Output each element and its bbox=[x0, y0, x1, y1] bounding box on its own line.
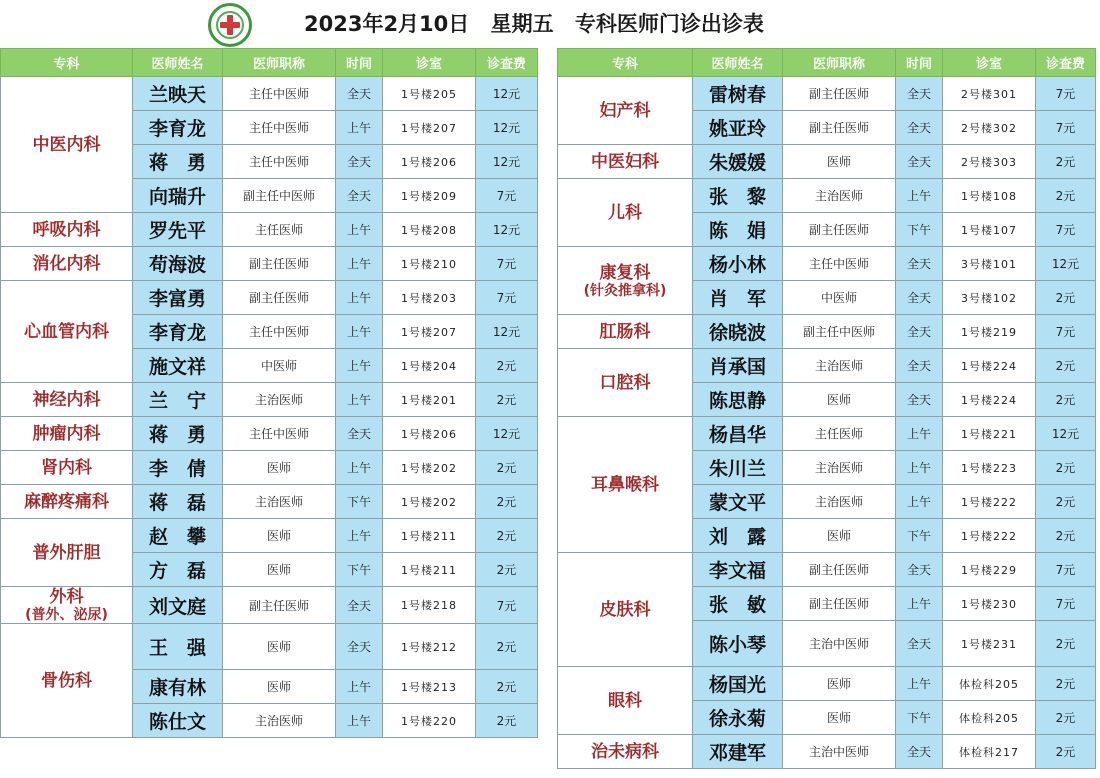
clinic-room: 2号楼303 bbox=[943, 145, 1036, 179]
clinic-room: 体检科205 bbox=[943, 667, 1036, 701]
doctor-name: 刘 露 bbox=[693, 519, 783, 553]
doctor-name: 陈仕文 bbox=[133, 704, 223, 738]
consultation-fee: 2元 bbox=[1036, 485, 1096, 519]
department-cell bbox=[558, 315, 693, 349]
consultation-fee: 7元 bbox=[1036, 213, 1096, 247]
col-header-doctor: 医师姓名 bbox=[133, 49, 223, 77]
clinic-room: 1号楼223 bbox=[943, 451, 1036, 485]
consultation-fee: 2元 bbox=[476, 670, 538, 704]
doctor-title: 主任中医师 bbox=[223, 145, 336, 179]
department-name: 康复科 bbox=[599, 262, 651, 283]
table-row bbox=[1, 281, 538, 315]
clinic-room: 1号楼201 bbox=[383, 383, 476, 417]
clinic-room: 1号楼207 bbox=[383, 111, 476, 145]
clinic-time: 全天 bbox=[896, 383, 943, 417]
clinic-room: 1号楼231 bbox=[943, 621, 1036, 667]
col-header-title: 医师职称 bbox=[223, 49, 336, 77]
clinic-room: 1号楼107 bbox=[943, 213, 1036, 247]
department-name: 呼吸内科 bbox=[32, 219, 101, 240]
clinic-time: 上午 bbox=[336, 383, 383, 417]
doctor-name: 徐晓波 bbox=[693, 315, 783, 349]
doctor-name: 姚亚玲 bbox=[693, 111, 783, 145]
table-row bbox=[558, 145, 1096, 179]
col-header-time: 时间 bbox=[896, 49, 943, 77]
doctor-title: 主治医师 bbox=[783, 485, 896, 519]
clinic-room: 1号楼224 bbox=[943, 383, 1036, 417]
department-name: 肿瘤内科 bbox=[32, 423, 101, 444]
consultation-fee: 2元 bbox=[476, 485, 538, 519]
consultation-fee: 7元 bbox=[1036, 77, 1096, 111]
clinic-room: 1号楼222 bbox=[943, 485, 1036, 519]
doctor-title: 医师 bbox=[783, 701, 896, 735]
clinic-time: 上午 bbox=[896, 587, 943, 621]
clinic-time: 下午 bbox=[896, 519, 943, 553]
clinic-time: 全天 bbox=[896, 553, 943, 587]
doctor-name: 陈思静 bbox=[693, 383, 783, 417]
table-row bbox=[1, 587, 538, 624]
department-name: 普外肝胆 bbox=[32, 542, 101, 563]
department-cell bbox=[558, 553, 693, 667]
department-name: 麻醉疼痛科 bbox=[24, 491, 109, 512]
doctor-title: 主治医师 bbox=[223, 383, 336, 417]
department-cell bbox=[1, 587, 133, 624]
doctor-name: 向瑞升 bbox=[133, 179, 223, 213]
clinic-room: 1号楼207 bbox=[383, 315, 476, 349]
clinic-time: 下午 bbox=[336, 553, 383, 587]
department-cell bbox=[558, 179, 693, 247]
clinic-time: 全天 bbox=[896, 111, 943, 145]
department-name: 肛肠科 bbox=[599, 321, 651, 342]
clinic-room: 1号楼206 bbox=[383, 417, 476, 451]
department-cell bbox=[1, 281, 133, 383]
schedule-date: 2023年2月10日 bbox=[304, 12, 470, 36]
col-header-fee: 诊查费 bbox=[1036, 49, 1096, 77]
clinic-room: 1号楼108 bbox=[943, 179, 1036, 213]
clinic-time: 全天 bbox=[896, 145, 943, 179]
department-cell bbox=[558, 417, 693, 553]
doctor-name: 苟海波 bbox=[133, 247, 223, 281]
doctor-name: 兰 宁 bbox=[133, 383, 223, 417]
col-header-room: 诊室 bbox=[383, 49, 476, 77]
department-name: 耳鼻喉科 bbox=[591, 474, 659, 495]
clinic-time: 上午 bbox=[896, 179, 943, 213]
doctor-title: 主治医师 bbox=[783, 451, 896, 485]
clinic-time: 全天 bbox=[336, 587, 383, 624]
department-name: 消化内科 bbox=[32, 253, 101, 274]
clinic-time: 上午 bbox=[336, 349, 383, 383]
consultation-fee: 2元 bbox=[1036, 667, 1096, 701]
clinic-time: 下午 bbox=[896, 213, 943, 247]
department-cell bbox=[558, 667, 693, 735]
clinic-room: 体检科217 bbox=[943, 735, 1036, 769]
clinic-time: 上午 bbox=[896, 667, 943, 701]
doctor-title: 中医师 bbox=[223, 349, 336, 383]
consultation-fee: 7元 bbox=[1036, 111, 1096, 145]
col-header-room: 诊室 bbox=[943, 49, 1036, 77]
table-row bbox=[558, 417, 1096, 451]
table-row bbox=[558, 667, 1096, 701]
consultation-fee: 2元 bbox=[1036, 349, 1096, 383]
page-title bbox=[304, 9, 778, 39]
department-cell bbox=[1, 624, 133, 738]
doctor-name: 张 黎 bbox=[693, 179, 783, 213]
department-cell bbox=[558, 247, 693, 315]
doctor-name: 朱媛媛 bbox=[693, 145, 783, 179]
clinic-room: 1号楼230 bbox=[943, 587, 1036, 621]
clinic-time: 上午 bbox=[896, 417, 943, 451]
department-cell bbox=[1, 451, 133, 485]
table-row bbox=[558, 315, 1096, 349]
department-subtitle: (普外、泌尿) bbox=[25, 607, 108, 623]
table-row bbox=[1, 417, 538, 451]
doctor-title: 副主任中医师 bbox=[783, 315, 896, 349]
doctor-name: 肖承国 bbox=[693, 349, 783, 383]
doctor-name: 李 倩 bbox=[133, 451, 223, 485]
col-header-dept: 专科 bbox=[1, 49, 133, 77]
department-cell bbox=[1, 213, 133, 247]
clinic-room: 1号楼209 bbox=[383, 179, 476, 213]
doctor-name: 李育龙 bbox=[133, 111, 223, 145]
consultation-fee: 2元 bbox=[1036, 451, 1096, 485]
doctor-name: 赵 攀 bbox=[133, 519, 223, 553]
table-row bbox=[1, 383, 538, 417]
clinic-time: 全天 bbox=[896, 349, 943, 383]
department-name: 口腔科 bbox=[599, 372, 651, 393]
clinic-room: 1号楼205 bbox=[383, 77, 476, 111]
clinic-room: 体检科205 bbox=[943, 701, 1036, 735]
doctor-name: 雷树春 bbox=[693, 77, 783, 111]
schedule-title: 专科医师门诊出诊表 bbox=[574, 12, 764, 36]
department-name: 眼科 bbox=[608, 690, 642, 711]
department-cell bbox=[558, 735, 693, 769]
clinic-room: 1号楼224 bbox=[943, 349, 1036, 383]
clinic-room: 1号楼219 bbox=[943, 315, 1036, 349]
doctor-name: 罗先平 bbox=[133, 213, 223, 247]
department-name: 中医内科 bbox=[32, 134, 101, 155]
doctor-name: 蒋 勇 bbox=[133, 145, 223, 179]
consultation-fee: 7元 bbox=[476, 247, 538, 281]
doctor-title: 医师 bbox=[783, 519, 896, 553]
doctor-title: 主治医师 bbox=[783, 179, 896, 213]
doctor-name: 蒙文平 bbox=[693, 485, 783, 519]
doctor-title: 主任中医师 bbox=[223, 77, 336, 111]
doctor-title: 医师 bbox=[223, 670, 336, 704]
department-name: 中医妇科 bbox=[591, 151, 659, 172]
table-header-row bbox=[1, 49, 538, 77]
clinic-time: 上午 bbox=[336, 247, 383, 281]
table-row bbox=[558, 349, 1096, 383]
consultation-fee: 7元 bbox=[1036, 587, 1096, 621]
department-name: 骨伤科 bbox=[41, 670, 92, 691]
table-row bbox=[1, 485, 538, 519]
department-cell bbox=[1, 247, 133, 281]
doctor-title: 主治医师 bbox=[223, 704, 336, 738]
table-row bbox=[558, 553, 1096, 587]
consultation-fee: 7元 bbox=[476, 179, 538, 213]
department-name: 肾内科 bbox=[41, 457, 92, 478]
table-row bbox=[558, 77, 1096, 111]
clinic-time: 上午 bbox=[336, 213, 383, 247]
doctor-name: 陈小琴 bbox=[693, 621, 783, 667]
doctor-title: 医师 bbox=[223, 553, 336, 587]
clinic-room: 1号楼206 bbox=[383, 145, 476, 179]
clinic-room: 1号楼211 bbox=[383, 553, 476, 587]
department-cell bbox=[558, 349, 693, 417]
schedule-weekday: 星期五 bbox=[490, 12, 554, 36]
clinic-room: 1号楼212 bbox=[383, 624, 476, 670]
clinic-time: 上午 bbox=[336, 451, 383, 485]
consultation-fee: 2元 bbox=[1036, 621, 1096, 667]
doctor-name: 杨国光 bbox=[693, 667, 783, 701]
clinic-room: 1号楼229 bbox=[943, 553, 1036, 587]
doctor-title: 副主任医师 bbox=[783, 553, 896, 587]
col-header-doctor: 医师姓名 bbox=[693, 49, 783, 77]
clinic-time: 全天 bbox=[896, 315, 943, 349]
doctor-title: 副主任医师 bbox=[783, 77, 896, 111]
consultation-fee: 7元 bbox=[476, 281, 538, 315]
consultation-fee: 2元 bbox=[1036, 145, 1096, 179]
left-schedule-table bbox=[0, 48, 538, 738]
table-row bbox=[1, 451, 538, 485]
doctor-title: 中医师 bbox=[783, 281, 896, 315]
consultation-fee: 2元 bbox=[476, 553, 538, 587]
clinic-room: 1号楼202 bbox=[383, 485, 476, 519]
clinic-room: 1号楼210 bbox=[383, 247, 476, 281]
clinic-room: 1号楼218 bbox=[383, 587, 476, 624]
consultation-fee: 7元 bbox=[476, 587, 538, 624]
department-cell bbox=[558, 77, 693, 145]
right-schedule-table bbox=[557, 48, 1096, 769]
consultation-fee: 2元 bbox=[1036, 701, 1096, 735]
clinic-room: 1号楼208 bbox=[383, 213, 476, 247]
doctor-name: 杨昌华 bbox=[693, 417, 783, 451]
clinic-room: 1号楼220 bbox=[383, 704, 476, 738]
consultation-fee: 2元 bbox=[476, 451, 538, 485]
doctor-title: 医师 bbox=[783, 383, 896, 417]
doctor-title: 副主任医师 bbox=[783, 587, 896, 621]
clinic-time: 全天 bbox=[896, 735, 943, 769]
col-header-time: 时间 bbox=[336, 49, 383, 77]
doctor-title: 主任中医师 bbox=[783, 247, 896, 281]
department-name: 心血管内科 bbox=[24, 321, 109, 342]
clinic-room: 1号楼213 bbox=[383, 670, 476, 704]
department-name: 妇产科 bbox=[599, 100, 651, 121]
clinic-time: 全天 bbox=[896, 281, 943, 315]
consultation-fee: 2元 bbox=[476, 704, 538, 738]
department-subtitle: (针灸推拿科) bbox=[583, 282, 667, 299]
consultation-fee: 2元 bbox=[476, 383, 538, 417]
consultation-fee: 2元 bbox=[1036, 179, 1096, 213]
doctor-title: 主治医师 bbox=[783, 349, 896, 383]
consultation-fee: 12元 bbox=[476, 145, 538, 179]
page-header bbox=[0, 0, 1100, 48]
clinic-time: 上午 bbox=[336, 281, 383, 315]
doctor-title: 副主任医师 bbox=[223, 247, 336, 281]
consultation-fee: 2元 bbox=[476, 519, 538, 553]
doctor-name: 李富勇 bbox=[133, 281, 223, 315]
table-row bbox=[558, 735, 1096, 769]
doctor-name: 方 磊 bbox=[133, 553, 223, 587]
department-cell bbox=[1, 77, 133, 213]
clinic-time: 全天 bbox=[336, 77, 383, 111]
doctor-name: 张 敏 bbox=[693, 587, 783, 621]
doctor-name: 肖 军 bbox=[693, 281, 783, 315]
doctor-title: 主治中医师 bbox=[783, 621, 896, 667]
clinic-time: 上午 bbox=[336, 670, 383, 704]
department-name: 治未病科 bbox=[591, 741, 659, 762]
department-name: 外科 bbox=[49, 587, 84, 607]
consultation-fee: 7元 bbox=[1036, 553, 1096, 587]
doctor-name: 李育龙 bbox=[133, 315, 223, 349]
department-cell bbox=[1, 485, 133, 519]
doctor-title: 主治中医师 bbox=[783, 735, 896, 769]
department-name: 神经内科 bbox=[32, 389, 101, 410]
doctor-name: 朱川兰 bbox=[693, 451, 783, 485]
clinic-room: 1号楼204 bbox=[383, 349, 476, 383]
clinic-room: 3号楼102 bbox=[943, 281, 1036, 315]
consultation-fee: 2元 bbox=[476, 349, 538, 383]
department-name: 儿科 bbox=[608, 202, 642, 223]
table-header-row bbox=[558, 49, 1096, 77]
doctor-name: 杨小林 bbox=[693, 247, 783, 281]
clinic-time: 上午 bbox=[336, 519, 383, 553]
doctor-name: 陈 娟 bbox=[693, 213, 783, 247]
clinic-time: 下午 bbox=[896, 701, 943, 735]
consultation-fee: 12元 bbox=[476, 315, 538, 349]
clinic-time: 全天 bbox=[336, 179, 383, 213]
department-cell bbox=[558, 145, 693, 179]
department-cell bbox=[1, 417, 133, 451]
col-header-dept: 专科 bbox=[558, 49, 693, 77]
doctor-title: 副主任医师 bbox=[223, 587, 336, 624]
consultation-fee: 12元 bbox=[1036, 247, 1096, 281]
doctor-title: 主任中医师 bbox=[223, 417, 336, 451]
clinic-room: 1号楼222 bbox=[943, 519, 1036, 553]
col-header-title: 医师职称 bbox=[783, 49, 896, 77]
table-row bbox=[1, 624, 538, 670]
clinic-time: 上午 bbox=[896, 485, 943, 519]
doctor-title: 副主任医师 bbox=[783, 111, 896, 145]
clinic-room: 2号楼301 bbox=[943, 77, 1036, 111]
clinic-room: 1号楼203 bbox=[383, 281, 476, 315]
clinic-room: 1号楼211 bbox=[383, 519, 476, 553]
table-row bbox=[1, 247, 538, 281]
doctor-title: 主任中医师 bbox=[223, 111, 336, 145]
doctor-name: 施文祥 bbox=[133, 349, 223, 383]
clinic-time: 下午 bbox=[336, 485, 383, 519]
consultation-fee: 12元 bbox=[476, 213, 538, 247]
doctor-title: 医师 bbox=[223, 519, 336, 553]
department-name: 皮肤科 bbox=[599, 599, 651, 620]
doctor-title: 主治医师 bbox=[223, 485, 336, 519]
consultation-fee: 2元 bbox=[1036, 383, 1096, 417]
clinic-time: 上午 bbox=[336, 704, 383, 738]
doctor-title: 副主任医师 bbox=[783, 213, 896, 247]
doctor-name: 康有林 bbox=[133, 670, 223, 704]
doctor-title: 医师 bbox=[783, 145, 896, 179]
table-row bbox=[1, 213, 538, 247]
clinic-time: 上午 bbox=[336, 111, 383, 145]
table-row bbox=[558, 179, 1096, 213]
clinic-time: 全天 bbox=[336, 417, 383, 451]
doctor-name: 王 强 bbox=[133, 624, 223, 670]
consultation-fee: 2元 bbox=[1036, 519, 1096, 553]
clinic-time: 全天 bbox=[896, 621, 943, 667]
clinic-room: 3号楼101 bbox=[943, 247, 1036, 281]
consultation-fee: 7元 bbox=[1036, 315, 1096, 349]
clinic-time: 全天 bbox=[336, 624, 383, 670]
doctor-title: 主任医师 bbox=[223, 213, 336, 247]
clinic-time: 上午 bbox=[896, 451, 943, 485]
doctor-title: 医师 bbox=[223, 624, 336, 670]
clinic-room: 1号楼221 bbox=[943, 417, 1036, 451]
col-header-fee: 诊查费 bbox=[476, 49, 538, 77]
consultation-fee: 2元 bbox=[1036, 735, 1096, 769]
doctor-name: 刘文庭 bbox=[133, 587, 223, 624]
clinic-time: 全天 bbox=[896, 77, 943, 111]
clinic-room: 2号楼302 bbox=[943, 111, 1036, 145]
doctor-name: 李文福 bbox=[693, 553, 783, 587]
doctor-title: 主任中医师 bbox=[223, 315, 336, 349]
table-row bbox=[1, 519, 538, 553]
doctor-name: 邓建军 bbox=[693, 735, 783, 769]
consultation-fee: 12元 bbox=[476, 417, 538, 451]
doctor-name: 蒋 磊 bbox=[133, 485, 223, 519]
doctor-name: 徐永菊 bbox=[693, 701, 783, 735]
doctor-title: 医师 bbox=[223, 451, 336, 485]
hospital-logo-icon bbox=[208, 3, 252, 47]
clinic-room: 1号楼202 bbox=[383, 451, 476, 485]
doctor-title: 医师 bbox=[783, 667, 896, 701]
doctor-name: 蒋 勇 bbox=[133, 417, 223, 451]
consultation-fee: 2元 bbox=[1036, 281, 1096, 315]
table-row bbox=[558, 247, 1096, 281]
doctor-title: 主任医师 bbox=[783, 417, 896, 451]
clinic-time: 上午 bbox=[336, 315, 383, 349]
consultation-fee: 12元 bbox=[1036, 417, 1096, 451]
clinic-time: 全天 bbox=[336, 145, 383, 179]
doctor-title: 副主任医师 bbox=[223, 281, 336, 315]
department-cell bbox=[1, 519, 133, 587]
consultation-fee: 2元 bbox=[476, 624, 538, 670]
doctor-title: 副主任中医师 bbox=[223, 179, 336, 213]
table-row bbox=[1, 77, 538, 111]
clinic-time: 全天 bbox=[896, 247, 943, 281]
department-cell bbox=[1, 383, 133, 417]
consultation-fee: 12元 bbox=[476, 111, 538, 145]
consultation-fee: 12元 bbox=[476, 77, 538, 111]
doctor-name: 兰映天 bbox=[133, 77, 223, 111]
